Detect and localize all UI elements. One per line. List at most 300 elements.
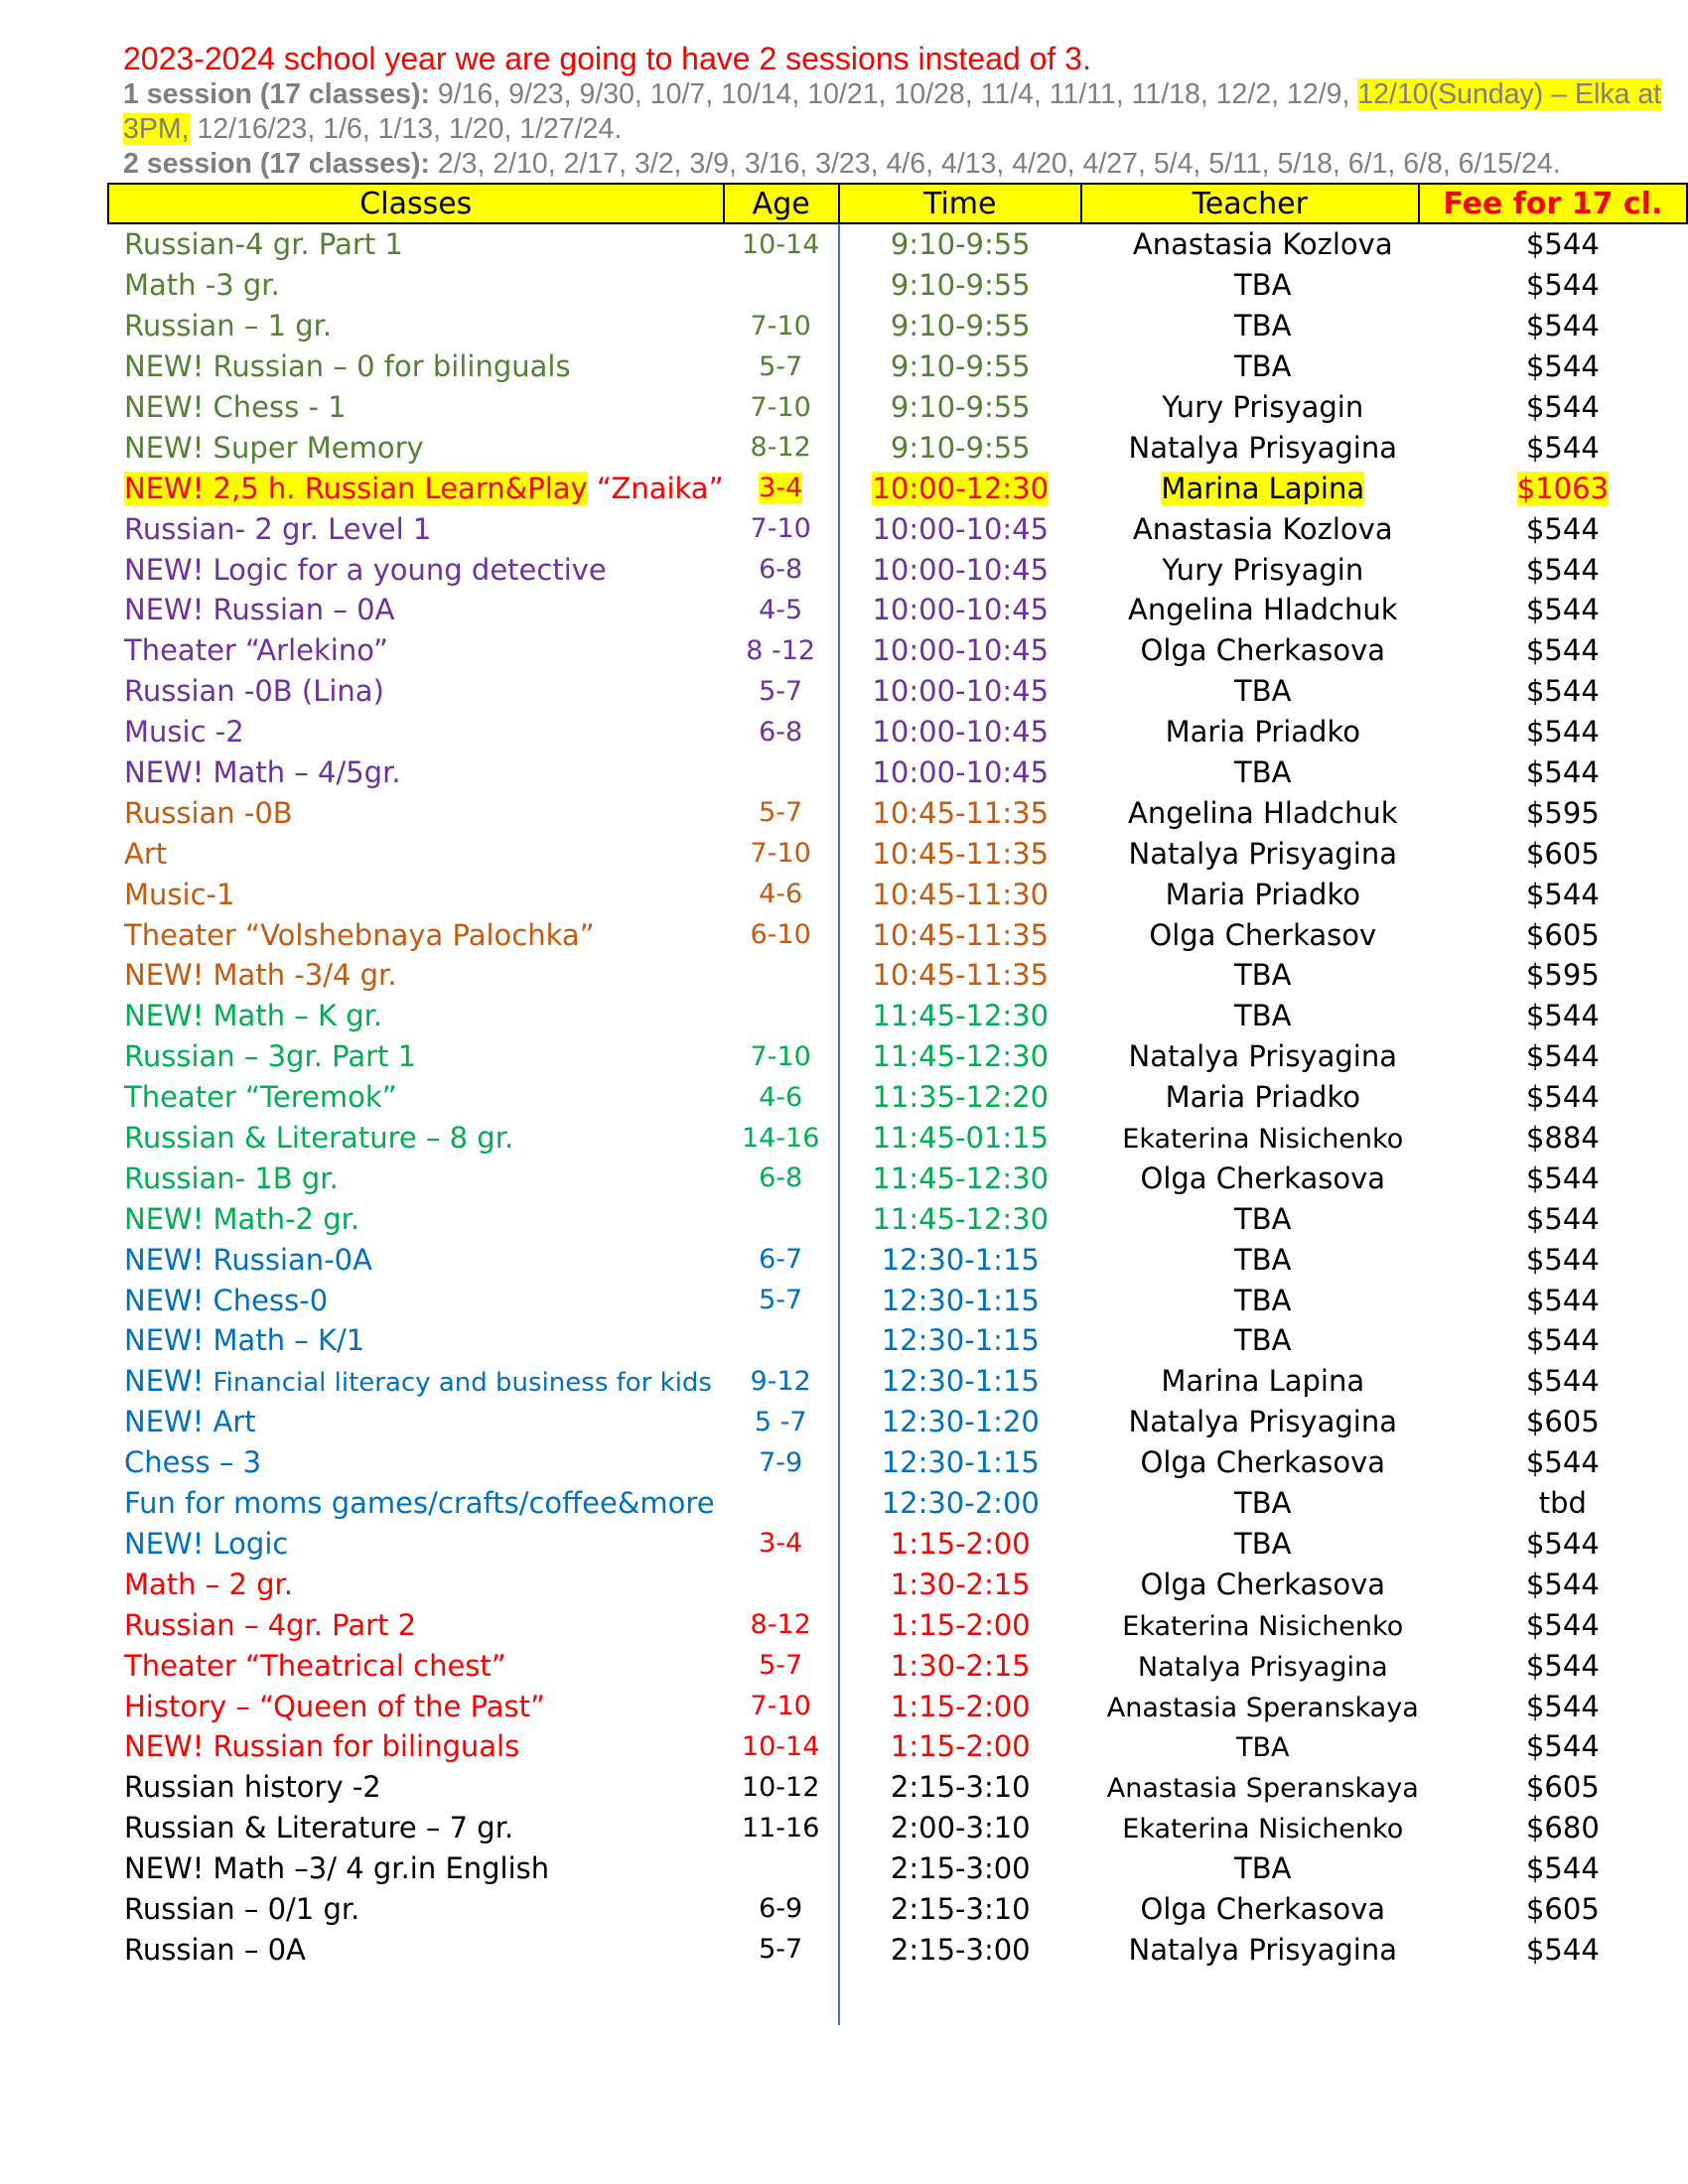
cell-teacher	[1081, 955, 1419, 996]
cell-class	[108, 1320, 724, 1361]
cell-age	[724, 1767, 839, 1808]
cell-fee	[1419, 265, 1687, 306]
table-row	[108, 427, 1687, 468]
teacher-text: TBA	[1234, 1242, 1292, 1277]
cell-age	[724, 1929, 839, 1970]
table-row	[108, 1280, 1687, 1320]
cell-class	[108, 265, 724, 306]
cell-time	[839, 752, 1081, 793]
spacer-cell	[1419, 1970, 1687, 2025]
cell-time	[839, 833, 1081, 874]
cell-fee	[1419, 1645, 1687, 1686]
cell-fee	[1419, 914, 1687, 955]
cls-text: Music-1	[124, 877, 235, 911]
cell-class	[108, 1402, 724, 1442]
age-text: 5-7	[759, 350, 803, 382]
cell-age	[724, 1077, 839, 1118]
teacher-text: TBA	[1234, 958, 1292, 993]
teacher-text: Olga Cherkasova	[1140, 1891, 1386, 1926]
time-text: 10:45-11:30	[872, 877, 1050, 911]
time-text: 11:45-12:30	[872, 1201, 1050, 1236]
time-text: 9:10-9:55	[890, 227, 1031, 262]
cls-text: NEW! Russian for bilinguals	[124, 1729, 520, 1764]
cls-text: NEW! Math – 4/5gr.	[124, 755, 401, 790]
cell-time	[839, 468, 1081, 508]
cell-time	[839, 1848, 1081, 1889]
cell-class	[108, 306, 724, 346]
cell-teacher	[1081, 508, 1419, 549]
cell-fee	[1419, 1280, 1687, 1320]
fee-text: $544	[1525, 999, 1600, 1033]
cell-time	[839, 590, 1081, 630]
cell-class	[108, 387, 724, 428]
cell-teacher	[1081, 1320, 1419, 1361]
cls-text: Russian- 2 gr. Level 1	[124, 511, 432, 546]
cell-time	[839, 1726, 1081, 1767]
cell-time	[839, 1808, 1081, 1848]
cell-class	[108, 427, 724, 468]
cell-teacher	[1081, 223, 1419, 265]
cell-class	[108, 1848, 724, 1889]
fee-text: $605	[1525, 1770, 1600, 1805]
fee-text: $544	[1525, 1160, 1600, 1195]
table-row	[108, 1198, 1687, 1239]
cell-time	[839, 1929, 1081, 1970]
teacher-text: Natalya Prisyagina	[1128, 836, 1397, 871]
cell-class	[108, 752, 724, 793]
cell-teacher	[1081, 874, 1419, 914]
age-text: 4-5	[759, 594, 803, 625]
cell-teacher	[1081, 1767, 1419, 1808]
cell-time	[839, 630, 1081, 671]
cell-class	[108, 1483, 724, 1524]
cell-class	[108, 1889, 724, 1930]
cell-teacher	[1081, 1442, 1419, 1483]
cell-teacher	[1081, 468, 1419, 508]
time-text: 10:00-10:45	[872, 511, 1050, 546]
table-body	[108, 223, 1687, 2025]
cell-age	[724, 508, 839, 549]
fee-text: $680	[1525, 1811, 1600, 1845]
teacher-text: Olga Cherkasova	[1140, 1445, 1386, 1480]
table-row	[108, 1320, 1687, 1361]
cell-teacher	[1081, 1239, 1419, 1280]
age-text: 10-14	[741, 228, 820, 260]
time-text: 10:45-11:35	[872, 795, 1050, 830]
fee-text: $544	[1525, 1851, 1600, 1886]
teacher-text: Angelina Hladchuk	[1128, 593, 1398, 627]
teacher-text: TBA	[1234, 1526, 1292, 1561]
time-text: 10:45-11:35	[872, 836, 1050, 871]
cell-fee	[1419, 792, 1687, 833]
teacher-text: Olga Cherkasova	[1140, 1567, 1386, 1601]
cell-age	[724, 1280, 839, 1320]
cell-time	[839, 265, 1081, 306]
fee-text: $544	[1525, 1648, 1600, 1683]
cell-age	[724, 752, 839, 793]
time-text: 12:30-1:15	[881, 1323, 1040, 1358]
session-1-dates-after: 12/16/23, 1/6, 1/13, 1/20, 1/27/24.	[189, 113, 623, 145]
teacher-text: Anastasia Speranskaya	[1106, 1692, 1419, 1723]
time-text: 9:10-9:55	[890, 349, 1031, 384]
cell-age	[724, 1158, 839, 1198]
table-row	[108, 1604, 1687, 1645]
cell-teacher	[1081, 1808, 1419, 1848]
cls-text: NEW! Logic for a young detective	[124, 552, 607, 587]
cell-class	[108, 1564, 724, 1604]
fee-text: $544	[1525, 1283, 1600, 1317]
session-1-highlight: 12/10(Sunday) – Elka at 3PM,	[123, 78, 1662, 145]
cell-time	[839, 914, 1081, 955]
cell-time	[839, 387, 1081, 428]
cell-age	[724, 1118, 839, 1159]
cell-class	[108, 1645, 724, 1686]
table-row	[108, 1645, 1687, 1686]
age-text: 7-9	[759, 1446, 803, 1478]
cell-time	[839, 996, 1081, 1036]
time-text: 10:00-10:45	[872, 633, 1050, 668]
cell-time	[839, 712, 1081, 752]
session-1-line	[123, 77, 1682, 147]
teacher-text: Olga Cherkasov	[1149, 917, 1377, 952]
cell-class	[108, 1808, 724, 1848]
time-text: 12:30-1:15	[881, 1242, 1040, 1277]
cell-time	[839, 874, 1081, 914]
cell-teacher	[1081, 1564, 1419, 1604]
table-row	[108, 874, 1687, 914]
cell-teacher	[1081, 549, 1419, 590]
table-row	[108, 1848, 1687, 1889]
cell-age	[724, 306, 839, 346]
fee-text: $544	[1525, 1689, 1600, 1723]
cell-fee	[1419, 468, 1687, 508]
cls-text: Russian – 0/1 gr.	[124, 1891, 360, 1926]
cell-teacher	[1081, 1929, 1419, 1970]
age-text: 7-10	[750, 1691, 811, 1721]
cell-time	[839, 1402, 1081, 1442]
teacher-text: TBA	[1234, 999, 1292, 1033]
cls-text: Russian – 1 gr.	[124, 309, 333, 343]
fee-text: $605	[1525, 836, 1600, 871]
cell-fee	[1419, 1402, 1687, 1442]
cell-age	[724, 1726, 839, 1767]
cell-teacher	[1081, 427, 1419, 468]
cell-class	[108, 1524, 724, 1565]
cell-fee	[1419, 833, 1687, 874]
cls-text: NEW! Math-2 gr.	[124, 1201, 360, 1236]
age-text: 6-8	[759, 716, 803, 748]
table-row	[108, 1524, 1687, 1565]
fee-text: $544	[1525, 1526, 1600, 1561]
cell-age	[724, 468, 839, 508]
cls-text: NEW! Russian – 0 for bilinguals	[124, 349, 571, 384]
teacher-text: Natalya Prisyagina	[1128, 1932, 1397, 1967]
cell-fee	[1419, 874, 1687, 914]
time-text: 2:15-3:00	[890, 1932, 1031, 1967]
cell-time	[839, 671, 1081, 712]
cell-time	[839, 1280, 1081, 1320]
age-text: 4-6	[759, 1081, 803, 1113]
cell-age	[724, 955, 839, 996]
table-row	[108, 712, 1687, 752]
time-text: 11:45-01:15	[872, 1121, 1050, 1156]
cell-teacher	[1081, 1198, 1419, 1239]
table-row	[108, 996, 1687, 1036]
cell-fee	[1419, 671, 1687, 712]
age-text: 5-7	[759, 1934, 803, 1966]
fee-text: $544	[1525, 1445, 1600, 1480]
cell-class	[108, 1929, 724, 1970]
teacher-text: Maria Priadko	[1165, 715, 1360, 750]
cls-text: Russian & Literature – 7 gr.	[124, 1811, 514, 1845]
table-row	[108, 1767, 1687, 1808]
cls-text: Russian -0B (Lina)	[124, 674, 384, 709]
cell-teacher	[1081, 1524, 1419, 1565]
cell-age	[724, 1320, 839, 1361]
teacher-text: TBA	[1234, 268, 1292, 303]
cell-class	[108, 1036, 724, 1077]
cell-age	[724, 1604, 839, 1645]
cell-class	[108, 833, 724, 874]
teacher-text: Natalya Prisyagina	[1128, 1039, 1397, 1074]
cls-text: NEW! Math –3/ 4 gr.in English	[124, 1851, 550, 1886]
cell-class	[108, 792, 724, 833]
fee-text: $595	[1525, 795, 1600, 830]
cell-teacher	[1081, 1118, 1419, 1159]
time-text: 12:30-1:20	[881, 1405, 1040, 1439]
cell-class	[108, 223, 724, 265]
age-text: 10-14	[741, 1730, 820, 1762]
time-text: 12:30-2:00	[881, 1486, 1040, 1521]
time-text: 11:35-12:20	[872, 1080, 1050, 1115]
cls-text: NEW! 2,5 h. Russian Learn&Play	[124, 471, 588, 505]
teacher-text: TBA	[1234, 1486, 1292, 1521]
cls-text: NEW! Math – K/1	[124, 1323, 365, 1358]
cell-class	[108, 630, 724, 671]
table-row	[108, 752, 1687, 793]
cls-text: NEW! Chess - 1	[124, 390, 347, 424]
cell-time	[839, 1158, 1081, 1198]
cls-text: Theater “Theatrical chest”	[124, 1648, 506, 1683]
time-text: 10:45-11:35	[872, 917, 1050, 952]
age-text: 6-9	[759, 1893, 803, 1925]
time-text: 1:30-2:15	[890, 1567, 1031, 1601]
cell-time	[839, 1361, 1081, 1402]
fee-text: $544	[1525, 593, 1600, 627]
table-row	[108, 265, 1687, 306]
age-text: 7-10	[750, 310, 811, 341]
time-text: 11:45-12:30	[872, 999, 1050, 1033]
age-text: 7-10	[750, 1040, 811, 1072]
age-text: 3-4	[759, 1528, 803, 1560]
cell-class	[108, 346, 724, 387]
cell-teacher	[1081, 630, 1419, 671]
time-text: 1:15-2:00	[890, 1607, 1031, 1642]
cell-fee	[1419, 996, 1687, 1036]
cell-class	[108, 590, 724, 630]
cls-text: NEW! Art	[124, 1405, 256, 1439]
age-text: 3-4	[759, 473, 803, 504]
cell-age	[724, 671, 839, 712]
cell-teacher	[1081, 671, 1419, 712]
cell-age	[724, 712, 839, 752]
fee-text: $544	[1525, 755, 1600, 790]
cell-teacher	[1081, 712, 1419, 752]
cell-fee	[1419, 1686, 1687, 1726]
cls-text: NEW!	[124, 1364, 213, 1399]
cls-text: Russian – 4gr. Part 2	[124, 1607, 417, 1642]
cell-fee	[1419, 1442, 1687, 1483]
fee-text: $595	[1525, 958, 1600, 993]
cell-fee	[1419, 1889, 1687, 1930]
spacer-cell	[724, 1970, 839, 2025]
cell-class	[108, 1361, 724, 1402]
session-1-label: 1 session (17 classes):	[123, 78, 430, 110]
cls-text: Chess – 3	[124, 1445, 262, 1480]
table-row	[108, 1036, 1687, 1077]
age-text: 7-10	[750, 513, 811, 545]
cell-fee	[1419, 387, 1687, 428]
cell-class	[108, 1280, 724, 1320]
age-text: 5 -7	[754, 1406, 807, 1437]
cell-teacher	[1081, 792, 1419, 833]
cls-text: NEW! Math -3/4 gr.	[124, 958, 397, 993]
cell-age	[724, 1036, 839, 1077]
cell-teacher	[1081, 265, 1419, 306]
cell-age	[724, 1808, 839, 1848]
cell-class	[108, 955, 724, 996]
cell-class	[108, 1604, 724, 1645]
cls-text: Russian history -2	[124, 1770, 381, 1805]
teacher-text: Natalya Prisyagina	[1128, 1405, 1397, 1439]
table-row	[108, 508, 1687, 549]
cell-time	[839, 1442, 1081, 1483]
cell-class	[108, 549, 724, 590]
teacher-text: Natalya Prisyagina	[1128, 430, 1397, 465]
time-text: 1:30-2:15	[890, 1648, 1031, 1683]
cell-fee	[1419, 1848, 1687, 1889]
intro	[123, 40, 1682, 182]
teacher-text: Anastasia Kozlova	[1132, 227, 1393, 262]
cell-teacher	[1081, 1158, 1419, 1198]
cell-fee	[1419, 712, 1687, 752]
spacer-cell	[1081, 1970, 1419, 2025]
cell-age	[724, 1402, 839, 1442]
table-row	[108, 387, 1687, 428]
age-text: 9-12	[750, 1365, 811, 1397]
cell-age	[724, 1361, 839, 1402]
cls-text: NEW! Chess-0	[124, 1283, 329, 1317]
cell-fee	[1419, 549, 1687, 590]
cls-text: NEW! Russian-0A	[124, 1242, 372, 1277]
table-row	[108, 1402, 1687, 1442]
teacher-text: Olga Cherkasova	[1140, 1160, 1386, 1195]
time-text: 1:15-2:00	[890, 1689, 1031, 1723]
header-time: Time	[839, 184, 1081, 223]
cell-teacher	[1081, 1361, 1419, 1402]
cell-time	[839, 1198, 1081, 1239]
cell-class	[108, 1077, 724, 1118]
cls-text: Russian- 1B gr.	[124, 1160, 339, 1195]
cell-fee	[1419, 590, 1687, 630]
time-text: 10:00-10:45	[872, 674, 1050, 709]
age-text: 4-6	[759, 879, 803, 910]
teacher-text: Ekaterina Nisichenko	[1122, 1610, 1404, 1642]
table-row	[108, 630, 1687, 671]
cell-class	[108, 1686, 724, 1726]
fee-text: $605	[1525, 1405, 1600, 1439]
cls-text: Theater “Teremok”	[124, 1080, 397, 1115]
session-2-dates: 2/3, 2/10, 2/17, 3/2, 3/9, 3/16, 3/23, 4/6, 4/13, 4/20, 4/27, 5/4, 5/11, 5/18, 6/1, 6/8, 6/15/24.	[429, 148, 1561, 180]
teacher-text: Yury Prisyagin	[1162, 390, 1364, 424]
fee-text: $544	[1525, 511, 1600, 546]
table-row	[108, 223, 1687, 265]
cell-fee	[1419, 1036, 1687, 1077]
table-row	[108, 1158, 1687, 1198]
cls-text: NEW! Logic	[124, 1526, 289, 1561]
cell-class	[108, 468, 724, 508]
cell-fee	[1419, 1604, 1687, 1645]
cell-fee	[1419, 1767, 1687, 1808]
cell-teacher	[1081, 1726, 1419, 1767]
table-row	[108, 1564, 1687, 1604]
table-row	[108, 306, 1687, 346]
cell-teacher	[1081, 1604, 1419, 1645]
cell-teacher	[1081, 590, 1419, 630]
teacher-text: Maria Priadko	[1165, 877, 1360, 911]
cls_extra-text: “Znaika”	[587, 471, 724, 505]
cell-fee	[1419, 1320, 1687, 1361]
cell-fee	[1419, 223, 1687, 265]
teacher-text: TBA	[1234, 309, 1292, 343]
table-row	[108, 1239, 1687, 1280]
cell-teacher	[1081, 1848, 1419, 1889]
cell-age	[724, 914, 839, 955]
table-row	[108, 590, 1687, 630]
fee-text: $544	[1525, 268, 1600, 303]
time-text: 10:00-12:30	[872, 471, 1050, 505]
teacher-text: Yury Prisyagin	[1162, 552, 1364, 587]
age-text: 5-7	[759, 1650, 803, 1682]
cell-fee	[1419, 508, 1687, 549]
cls_small-text: Financial literacy and business for kids	[212, 1368, 712, 1399]
cls-text: History – “Queen of the Past”	[124, 1689, 546, 1723]
fee-text: $544	[1525, 1323, 1600, 1358]
age-text: 8-12	[750, 432, 811, 464]
cell-teacher	[1081, 1645, 1419, 1686]
cell-age	[724, 833, 839, 874]
cell-class	[108, 508, 724, 549]
fee-text: $544	[1525, 715, 1600, 750]
cell-time	[839, 1524, 1081, 1565]
time-text: 10:00-10:45	[872, 552, 1050, 587]
age-text: 8-12	[750, 1609, 811, 1641]
cell-age	[724, 549, 839, 590]
cell-time	[839, 1564, 1081, 1604]
cell-age	[724, 387, 839, 428]
cls-text: Russian -0B	[124, 795, 293, 830]
fee-text: $544	[1525, 430, 1600, 465]
table-row	[108, 1361, 1687, 1402]
cell-age	[724, 1889, 839, 1930]
age-text: 11-16	[741, 1812, 820, 1843]
cls-text: NEW! Russian – 0A	[124, 593, 395, 627]
cls-text: Art	[124, 836, 168, 871]
cell-time	[839, 306, 1081, 346]
age-text: 5-7	[759, 1285, 803, 1316]
cell-teacher	[1081, 306, 1419, 346]
cell-class	[108, 1158, 724, 1198]
